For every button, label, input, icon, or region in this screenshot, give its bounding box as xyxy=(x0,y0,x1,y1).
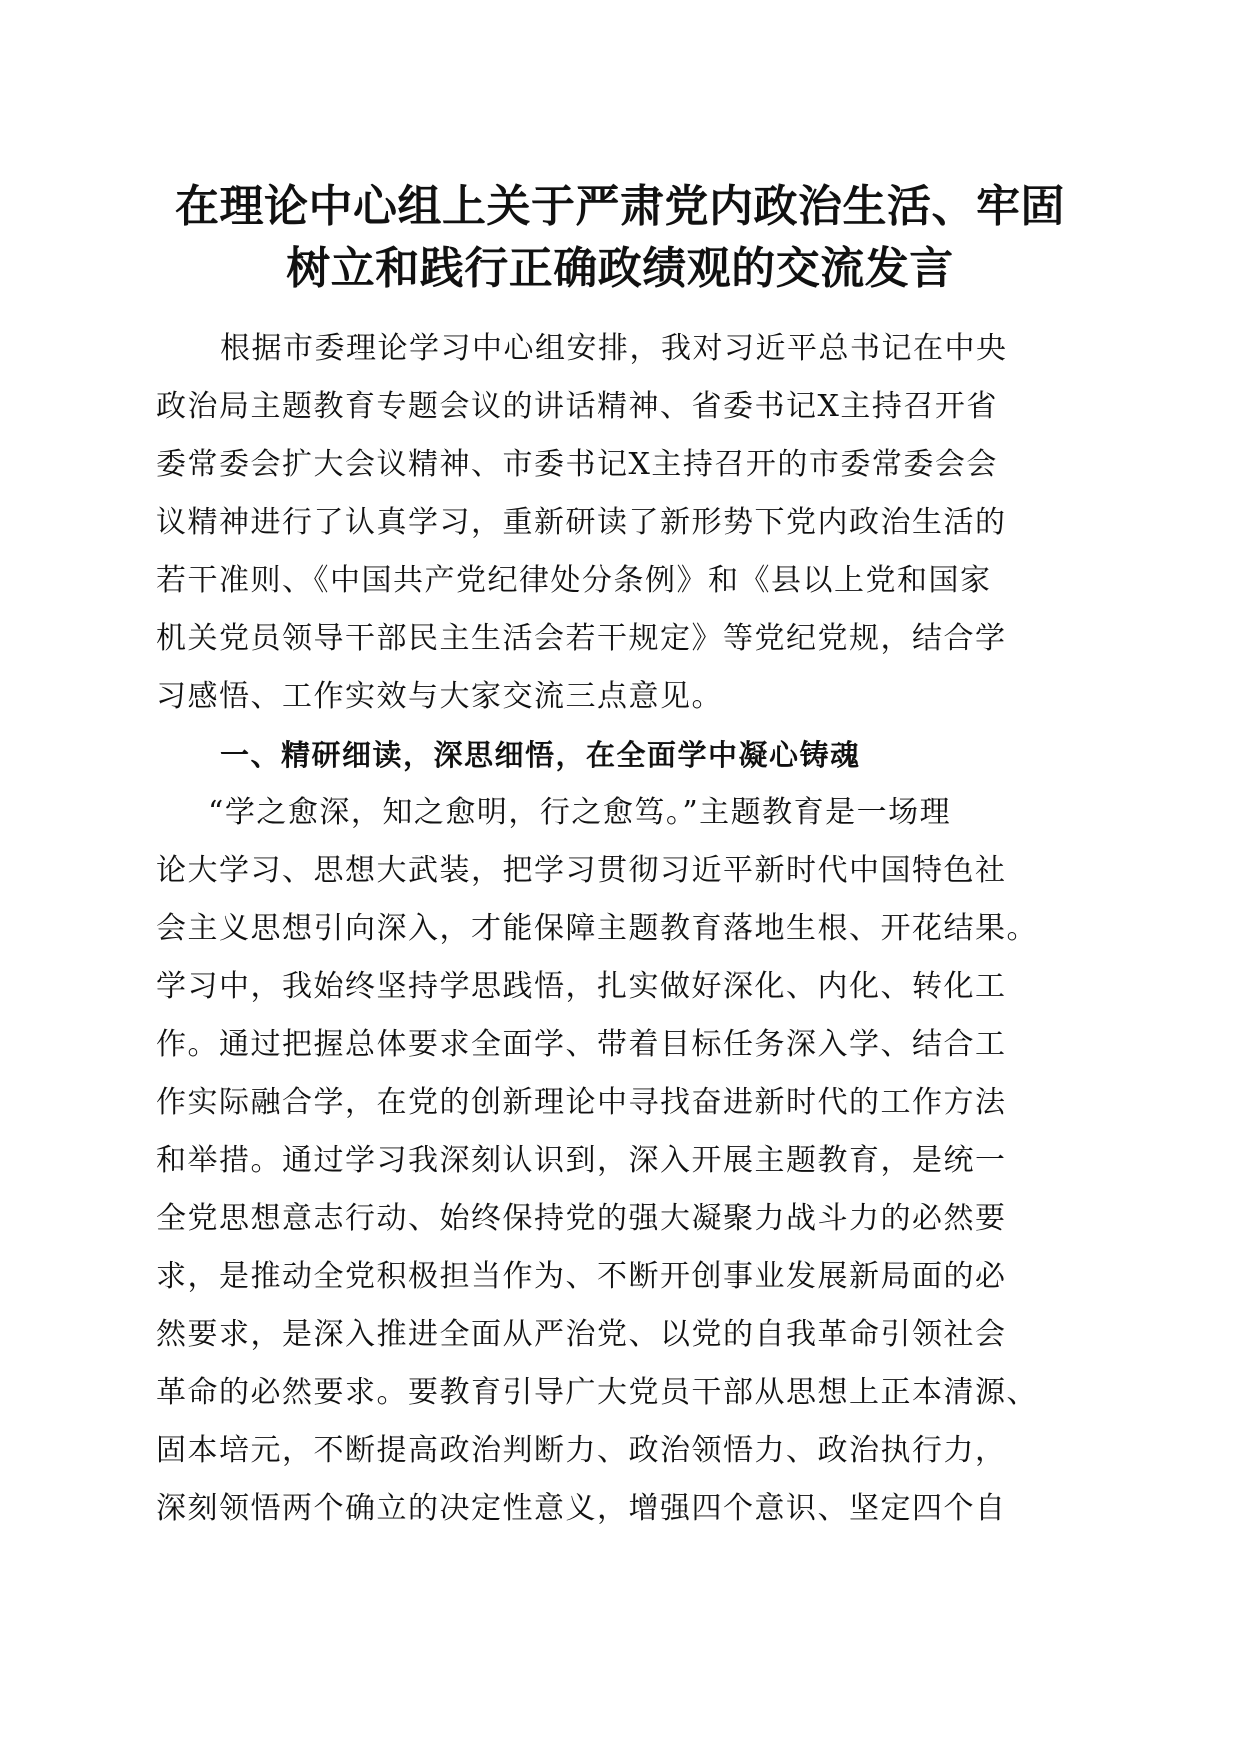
section-line: 求，是推动全党积极担当作为、不断开创事业发展新局面的必 xyxy=(156,1259,1007,1294)
intro-line: 政治局主题教育专题会议的讲话精神、省委书记X主持召开省 xyxy=(156,389,998,424)
section-line: “学之愈深，知之愈明，行之愈笃。”主题教育是一场理 xyxy=(208,795,952,830)
intro-line: 习感悟、工作实效与大家交流三点意见。 xyxy=(156,679,723,714)
intro-line: 委常委会扩大会议精神、市委书记X主持召开的市委常委会会 xyxy=(156,447,998,482)
section-line: 固本培元，不断提高政治判断力、政治领悟力、政治执行力， xyxy=(156,1433,1007,1468)
section-line: 学习中，我始终坚持学思践悟，扎实做好深化、内化、转化工 xyxy=(156,969,1007,1004)
section-line: 作实际融合学，在党的创新理论中寻找奋进新时代的工作方法 xyxy=(156,1085,1007,1120)
title-line-1: 在理论中心组上关于严肃党内政治生活、牢固 xyxy=(175,181,1065,232)
intro-line: 议精神进行了认真学习，重新研读了新形势下党内政治生活的 xyxy=(156,505,1007,540)
document-title xyxy=(100,176,1140,300)
section-line: 论大学习、思想大武装，把学习贯彻习近平新时代中国特色社 xyxy=(156,853,1007,888)
section-line: 会主义思想引向深入，才能保障主题教育落地生根、开花结果。 xyxy=(156,911,1038,946)
title-line-2: 树立和践行正确政绩观的交流发言 xyxy=(286,243,954,294)
intro-line: 若干准则、《中国共产党纪律处分条例》和《县以上党和国家 xyxy=(156,563,992,598)
document-body xyxy=(156,320,1086,1538)
section-line: 然要求，是深入推进全面从严治党、以党的自我革命引领社会 xyxy=(156,1317,1007,1352)
intro-line: 机关党员领导干部民主生活会若干规定》等党纪党规，结合学 xyxy=(156,621,1007,656)
section-line: 革命的必然要求。要教育引导广大党员干部从思想上正本清源、 xyxy=(156,1375,1038,1410)
section-line: 全党思想意志行动、始终保持党的强大凝聚力战斗力的必然要 xyxy=(156,1201,1007,1236)
section-line: 作。通过把握总体要求全面学、带着目标任务深入学、结合工 xyxy=(156,1027,1007,1062)
section-line: 深刻领悟两个确立的决定性意义，增强四个意识、坚定四个自 xyxy=(156,1491,1007,1526)
intro-line: 根据市委理论学习中心组安排，我对习近平总书记在中央 xyxy=(220,331,1008,366)
section-line: 和举措。通过学习我深刻认识到，深入开展主题教育，是统一 xyxy=(156,1143,1007,1178)
section-heading: 一、精研细读，深思细悟，在全面学中凝心铸魂 xyxy=(220,738,861,772)
